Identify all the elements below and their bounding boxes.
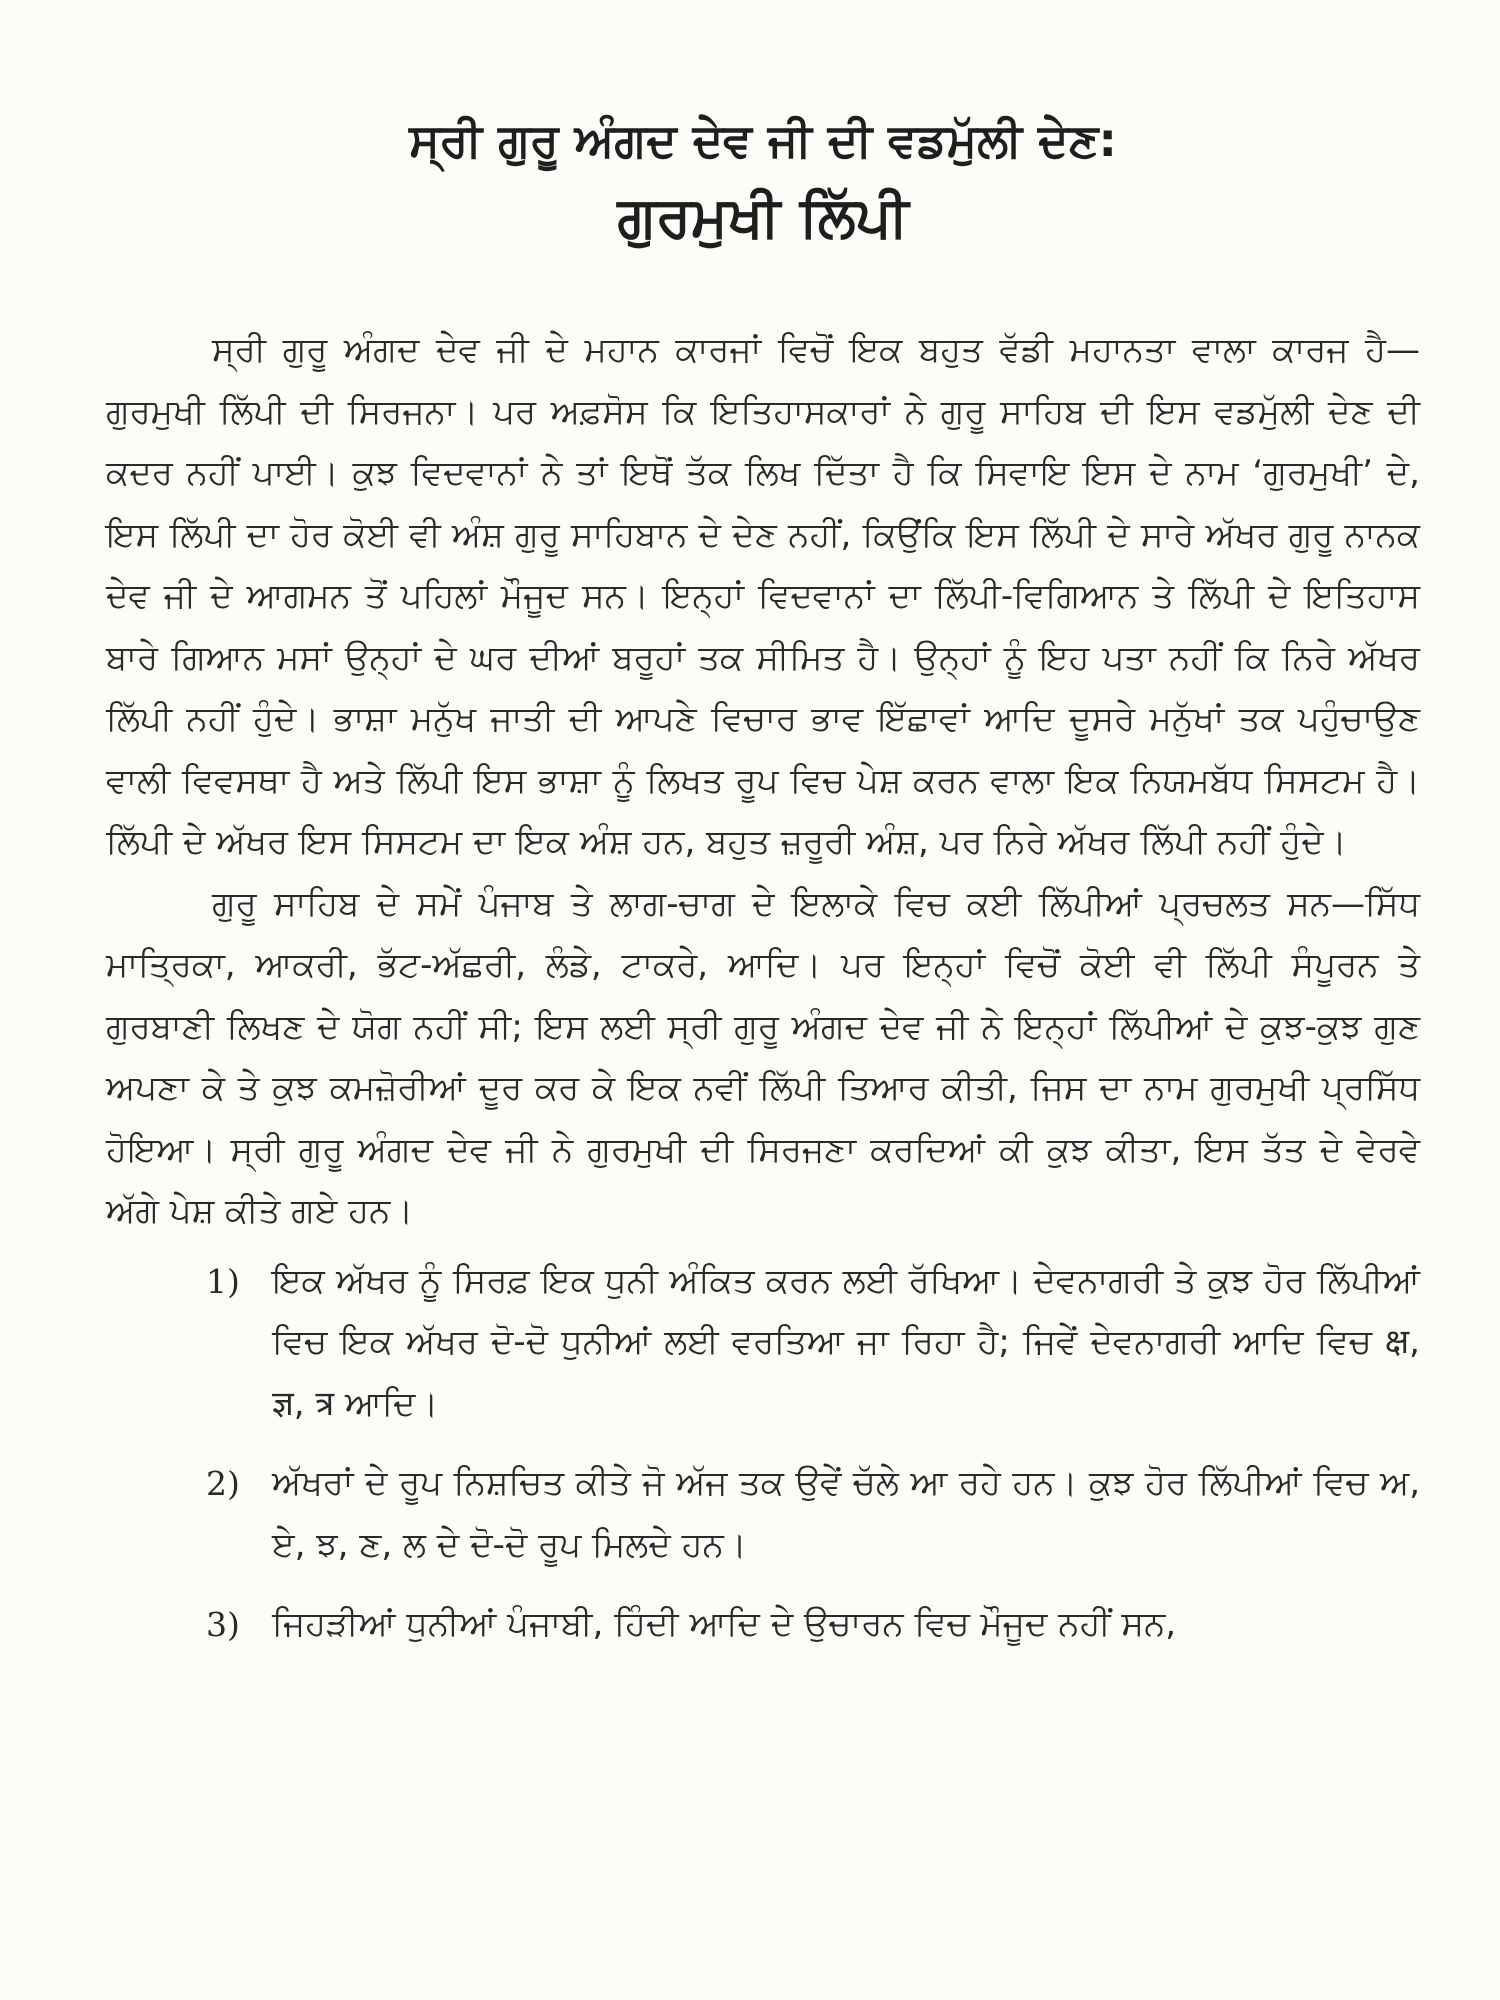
list-item-text: ਅੱਖਰਾਂ ਦੇ ਰੂਪ ਨਿਸ਼ਚਿਤ ਕੀਤੇ ਜੋ ਅੱਜ ਤਕ ਉਵੇਂ ਚੱਲੇ ਆ ਰਹੇ ਹਨ। ਕੁਝ ਹੋਰ ਲਿੱਪੀਆਂ ਵਿਚ ਅ, ਏ, ਝ, ਣ, ਲ ਦੇ ਦੋ-ਦੋ ਰੂਪ ਮਿਲਦੇ ਹਨ। xyxy=(272,1463,1420,1565)
title-line-2: ਗੁਰਮੁਖੀ ਲਿੱਪੀ xyxy=(617,185,909,250)
list-item-number: 3) xyxy=(206,1605,240,1644)
list-item-text: ਜਿਹੜੀਆਂ ਧੁਨੀਆਂ ਪੰਜਾਬੀ, ਹਿੰਦੀ ਆਦਿ ਦੇ ਉਚਾਰਨ ਵਿਚ ਮੌਜੂਦ ਨਹੀਂ ਸਨ, xyxy=(272,1604,1177,1644)
list-item-3 xyxy=(106,1594,1420,1656)
numbered-list xyxy=(106,1251,1420,1656)
list-item-1 xyxy=(106,1251,1420,1436)
list-item-number: 1) xyxy=(206,1261,240,1301)
paragraph-2: ਗੁਰੂ ਸਾਹਿਬ ਦੇ ਸਮੇਂ ਪੰਜਾਬ ਤੇ ਲਾਗ-ਚਾਗ ਦੇ ਇਲਾਕੇ ਵਿਚ ਕਈ ਲਿੱਪੀਆਂ ਪ੍ਰਚਲਤ ਸਨ—ਸਿੱਧ ਮਾਤ੍ਰਿਕਾ, ਆਕਰੀ, ਭੱਟ-ਅੱਛਰੀ, ਲੰਡੇ, ਟਾਕਰੇ, ਆਦਿ। ਪਰ ਇਨ੍ਹਾਂ ਵਿਚੋਂ ਕੋਈ ਵੀ ਲਿੱਪੀ ਸੰਪੂਰਨ ਤੇ ਗੁਰਬਾਣੀ ਲਿਖਣ ਦੇ ਯੋਗ ਨਹੀਂ ਸੀ; ਇਸ ਲਈ ਸ੍ਰੀ ਗੁਰੂ ਅੰਗਦ ਦੇਵ ਜੀ ਨੇ ਇਨ੍ਹਾਂ ਲਿੱਪੀਆਂ ਦੇ ਕੁਝ-ਕੁਝ ਗੁਣ ਅਪਣਾ ਕੇ ਤੇ ਕੁਝ ਕਮਜ਼ੋਰੀਆਂ ਦੂਰ ਕਰ ਕੇ ਇਕ ਨਵੀਂ ਲਿੱਪੀ ਤਿਆਰ ਕੀਤੀ, ਜਿਸ ਦਾ ਨਾਮ ਗੁਰਮੁਖੀ ਪ੍ਰਸਿੱਧ ਹੋਇਆ। ਸ੍ਰੀ ਗੁਰੂ ਅੰਗਦ ਦੇਵ ਜੀ ਨੇ ਗੁਰਮੁਖੀ ਦੀ ਸਿਰਜਣਾ ਕਰਦਿਆਂ ਕੀ ਕੁਝ ਕੀਤਾ, ਇਸ ਤੱਤ ਦੇ ਵੇਰਵੇ ਅੱਗੇ ਪੇਸ਼ ਕੀਤੇ ਗਏ ਹਨ। xyxy=(106,883,1420,1231)
paragraph-1: ਸ੍ਰੀ ਗੁਰੂ ਅੰਗਦ ਦੇਵ ਜੀ ਦੇ ਮਹਾਨ ਕਾਰਜਾਂ ਵਿਚੋਂ ਇਕ ਬਹੁਤ ਵੱਡੀ ਮਹਾਨਤਾ ਵਾਲਾ ਕਾਰਜ ਹੈ—ਗੁਰਮੁਖੀ ਲਿੱਪੀ ਦੀ ਸਿਰਜਨਾ। ਪਰ ਅਫ਼ਸੋਸ ਕਿ ਇਤਿਹਾਸਕਾਰਾਂ ਨੇ ਗੁਰੂ ਸਾਹਿਬ ਦੀ ਇਸ ਵਡਮੁੱਲੀ ਦੇਣ ਦੀ ਕਦਰ ਨਹੀਂ ਪਾਈ। ਕੁਝ ਵਿਦਵਾਨਾਂ ਨੇ ਤਾਂ ਇਥੋਂ ਤੱਕ ਲਿਖ ਦਿੱਤਾ ਹੈ ਕਿ ਸਿਵਾਇ ਇਸ ਦੇ ਨਾਮ ‘ਗੁਰਮੁਖੀ’ ਦੇ, ਇਸ ਲਿੱਪੀ ਦਾ ਹੋਰ ਕੋਈ ਵੀ ਅੰਸ਼ ਗੁਰੂ ਸਾਹਿਬਾਨ ਦੇ ਦੇਣ ਨਹੀਂ, ਕਿਉਂਕਿ ਇਸ ਲਿੱਪੀ ਦੇ ਸਾਰੇ ਅੱਖਰ ਗੁਰੂ ਨਾਨਕ ਦੇਵ ਜੀ ਦੇ ਆਗਮਨ ਤੋਂ ਪਹਿਲਾਂ ਮੌਜੂਦ ਸਨ। ਇਨ੍ਹਾਂ ਵਿਦਵਾਨਾਂ ਦਾ ਲਿੱਪੀ-ਵਿਗਿਆਨ ਤੇ ਲਿੱਪੀ ਦੇ ਇਤਿਹਾਸ ਬਾਰੇ ਗਿਆਨ ਮਸਾਂ ਉਨ੍ਹਾਂ ਦੇ ਘਰ ਦੀਆਂ ਬਰੂਹਾਂ ਤਕ ਸੀਮਿਤ ਹੈ। ਉਨ੍ਹਾਂ ਨੂੰ ਇਹ ਪਤਾ ਨਹੀਂ ਕਿ ਨਿਰੇ ਅੱਖਰ ਲਿੱਪੀ ਨਹੀਂ ਹੁੰਦੇ। ਭਾਸ਼ਾ ਮਨੁੱਖ ਜਾਤੀ ਦੀ ਆਪਣੇ ਵਿਚਾਰ ਭਾਵ ਇੱਛਾਵਾਂ ਆਦਿ ਦੂਸਰੇ ਮਨੁੱਖਾਂ ਤਕ ਪਹੁੰਚਾਉਣ ਵਾਲੀ ਵਿਵਸਥਾ ਹੈ ਅਤੇ ਲਿੱਪੀ ਇਸ ਭਾਸ਼ਾ ਨੂੰ ਲਿਖਤ ਰੂਪ ਵਿਚ ਪੇਸ਼ ਕਰਨ ਵਾਲਾ ਇਕ ਨਿਯਮਬੱਧ ਸਿਸਟਮ ਹੈ। ਲਿੱਪੀ ਦੇ ਅੱਖਰ ਇਸ ਸਿਸਟਮ ਦਾ ਇਕ ਅੰਸ਼ ਹਨ, ਬਹੁਤ ਜ਼ਰੂਰੀ ਅੰਸ਼, ਪਰ ਨਿਰੇ ਅੱਖਰ ਲਿੱਪੀ ਨਹੀਂ ਹੁੰਦੇ। xyxy=(106,330,1420,862)
title-line-1: ਸ੍ਰੀ ਗੁਰੂ ਅੰਗਦ ਦੇਵ ਜੀ ਦੀ ਵਡਮੁੱਲੀ ਦੇਣ: xyxy=(409,113,1117,167)
document-body xyxy=(106,320,1420,1656)
list-item-number: 2) xyxy=(206,1464,240,1503)
list-item-text: ਇਕ ਅੱਖਰ ਨੂੰ ਸਿਰਫ਼ ਇਕ ਧੁਨੀ ਅੰਕਿਤ ਕਰਨ ਲਈ ਰੱਖਿਆ। ਦੇਵਨਾਗਰੀ ਤੇ ਕੁਝ ਹੋਰ ਲਿੱਪੀਆਂ ਵਿਚ ਇਕ ਅੱਖਰ ਦੋ-ਦੋ ਧੁਨੀਆਂ ਲਈ ਵਰਤਿਆ ਜਾ ਰਿਹਾ ਹੈ; ਜਿਵੇਂ ਦੇਵਨਾਗਰੀ ਆਦਿ ਵਿਚ क्ष, ज्ञ, त्र ਆਦਿ। xyxy=(272,1260,1420,1424)
list-item-2 xyxy=(106,1453,1420,1576)
